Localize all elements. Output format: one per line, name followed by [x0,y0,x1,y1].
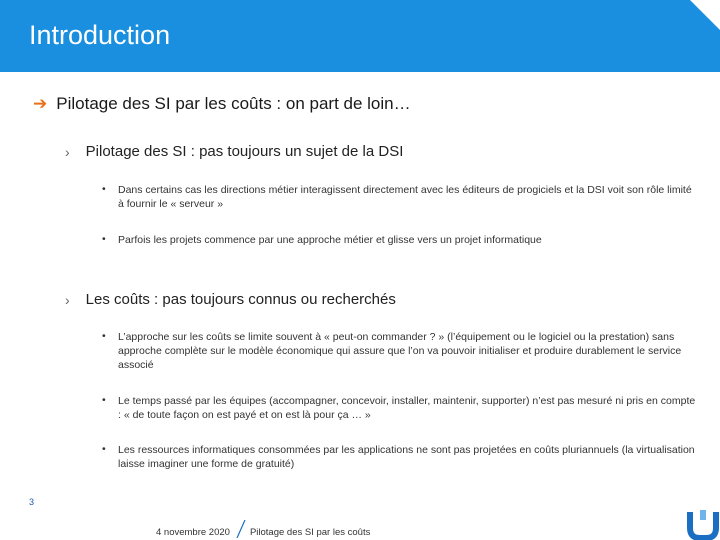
bullet-dot-icon: • [102,233,106,245]
page-number: 3 [29,497,35,507]
list-item-text: Le temps passé par les équipes (accompagner, concevoir, installer, maintenir, supporter) n’est pas mesuré ni pris en compte : « de toute façon on est payé et on est là pour ça … » [118,395,696,421]
section-heading-text: Pilotage des SI : pas toujours un sujet de la DSI [85,143,404,160]
title-bar [0,0,720,72]
chevron-right-icon: › [65,143,70,160]
bullet-dot-icon: • [102,443,106,455]
section-heading-text: Les coûts : pas toujours connus ou recherchés [85,291,396,308]
bullet-dot-icon: • [102,183,106,195]
level1-text: Pilotage des SI par les coûts : on part de loin… [56,94,411,113]
bullet-dot-icon: • [102,394,106,406]
list-item-text: Dans certains cas les directions métier interagissent directement avec les éditeurs de progiciels et la DSI voit son rôle limité à fournir le « serveur » [118,184,692,210]
university-logo-icon [686,506,720,540]
section-heading [65,143,403,160]
corner-triangle-icon [690,0,720,30]
chevron-right-icon: › [65,291,70,308]
slash-divider-icon [236,520,246,538]
bullet-dot-icon: • [102,330,106,342]
list-item-text: L’approche sur les coûts se limite souvent à « peut-on commander ? » (l’équipement ou le logiciel ou la prestation) sans approche complète sur le modèle économique qui assure que l’on va pouvoir initialiser et produire durablement le service associé [118,331,682,371]
list-item-text: Les ressources informatiques consommées par les applications ne sont pas projetées en coûts pluriannuels (la virtualisation laisse imaginer une forme de gratuité) [118,444,695,470]
right-arrow-icon: ➔ [33,94,48,113]
footer-title: Pilotage des SI par les coûts [249,527,371,538]
footer-date: 4 novembre 2020 [156,527,230,538]
list-item-text: Parfois les projets commence par une approche métier et glisse vers un projet informatique [118,234,542,246]
level1-item [33,94,411,114]
slide-title: Introduction [29,20,171,50]
footer [156,520,370,538]
section-heading [65,291,396,308]
